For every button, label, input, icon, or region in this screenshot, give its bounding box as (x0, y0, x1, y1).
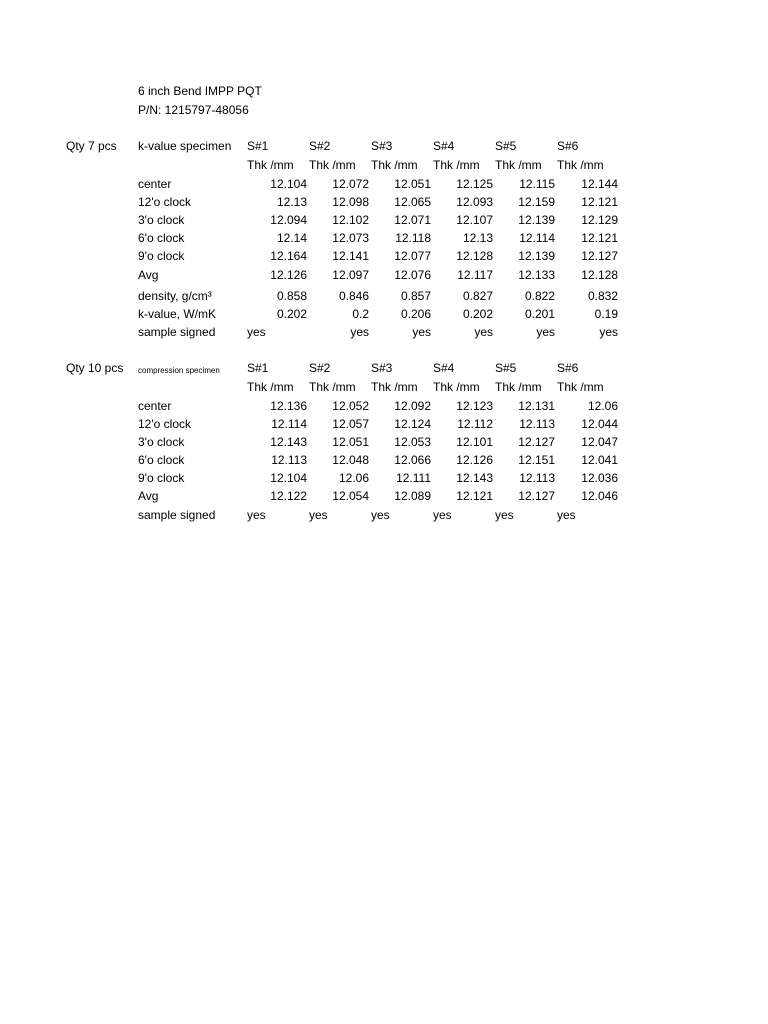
table-cell: 12.089 (394, 489, 431, 503)
row-label: 3'o clock (138, 435, 185, 449)
specimen-label: k-value specimen (138, 139, 232, 153)
table-cell: 12.114 (519, 231, 555, 245)
row-label: 6'o clock (138, 231, 185, 245)
table-cell: 0.827 (462, 289, 493, 303)
table-cell: 0.858 (276, 289, 307, 303)
qty-label: Qty 10 pcs (66, 361, 124, 375)
signed-cell: yes (599, 325, 618, 339)
table-cell: 12.129 (581, 213, 618, 227)
table-cell: 12.128 (456, 249, 493, 263)
table-cell: 12.121 (581, 231, 618, 245)
row-label: Avg (138, 268, 159, 282)
sample-signed-label: sample signed (138, 325, 216, 339)
table-cell: 12.101 (456, 435, 493, 449)
sample-header: S#6 (557, 361, 579, 375)
row-label: density, g/cm³ (138, 289, 212, 303)
row-label: k-value, W/mK (138, 307, 217, 321)
unit-header: Thk /mm (433, 158, 480, 172)
unit-header: Thk /mm (309, 380, 356, 394)
unit-header: Thk /mm (309, 158, 356, 172)
signed-cell: yes (350, 325, 369, 339)
table-cell: 12.125 (456, 177, 493, 191)
sample-header: S#1 (247, 139, 269, 153)
row-label: 3'o clock (138, 213, 185, 227)
table-cell: 12.065 (394, 195, 431, 209)
signed-cell: yes (433, 508, 452, 522)
table-cell: 12.054 (332, 489, 369, 503)
table-cell: 12.111 (396, 471, 431, 485)
table-cell: 12.076 (394, 268, 431, 282)
signed-cell: yes (536, 325, 555, 339)
table-cell: 12.124 (394, 417, 431, 431)
table-cell: 12.113 (519, 417, 555, 431)
table-cell: 12.073 (332, 231, 369, 245)
unit-header: Thk /mm (557, 380, 604, 394)
unit-header: Thk /mm (371, 380, 418, 394)
table-cell: 12.121 (456, 489, 493, 503)
table-cell: 0.857 (400, 289, 431, 303)
row-label: 9'o clock (138, 471, 185, 485)
table-cell: 12.052 (332, 399, 369, 413)
table-cell: 12.071 (394, 213, 431, 227)
sample-header: S#5 (495, 139, 517, 153)
table-cell: 12.046 (581, 489, 618, 503)
row-label: center (138, 177, 172, 191)
table-cell: 12.115 (519, 177, 555, 191)
unit-header: Thk /mm (371, 158, 418, 172)
table-cell: 12.13 (276, 195, 307, 209)
table-cell: 12.127 (518, 435, 555, 449)
row-label: 9'o clock (138, 249, 185, 263)
sample-header: S#6 (557, 139, 579, 153)
table-cell: 12.127 (518, 489, 555, 503)
qty-label: Qty 7 pcs (66, 139, 117, 153)
row-label: Avg (138, 489, 159, 503)
signed-cell: yes (495, 508, 514, 522)
table-cell: 0.201 (524, 307, 555, 321)
table-cell: 12.051 (394, 177, 431, 191)
document-title: 6 inch Bend IMPP PQT (138, 84, 262, 98)
table-cell: 12.143 (456, 471, 493, 485)
table-cell: 12.128 (581, 268, 618, 282)
table-cell: 12.051 (332, 435, 369, 449)
table-cell: 12.126 (456, 453, 493, 467)
row-label: 12'o clock (138, 195, 191, 209)
table-cell: 12.159 (518, 195, 555, 209)
row-label: 12'o clock (138, 417, 191, 431)
table-cell: 12.102 (332, 213, 369, 227)
unit-header: Thk /mm (495, 380, 542, 394)
table-cell: 12.127 (581, 249, 618, 263)
table-cell: 12.066 (394, 453, 431, 467)
sample-header: S#5 (495, 361, 517, 375)
unit-header: Thk /mm (557, 158, 604, 172)
table-cell: 12.14 (276, 231, 307, 245)
table-cell: 12.123 (456, 399, 493, 413)
table-cell: 12.122 (270, 489, 307, 503)
signed-cell: yes (309, 508, 328, 522)
table-cell: 0.822 (524, 289, 555, 303)
sample-header: S#4 (433, 361, 455, 375)
table-cell: 12.133 (518, 268, 555, 282)
table-cell: 12.094 (270, 213, 307, 227)
specimen-label: compression specimen (138, 366, 220, 375)
table-cell: 12.072 (332, 177, 369, 191)
unit-header: Thk /mm (433, 380, 480, 394)
sample-header: S#2 (309, 139, 331, 153)
sample-signed-label: sample signed (138, 508, 216, 522)
table-cell: 12.053 (394, 435, 431, 449)
signed-cell: yes (557, 508, 576, 522)
sample-header: S#3 (371, 361, 393, 375)
table-cell: 12.047 (581, 435, 618, 449)
table-cell: 12.141 (332, 249, 369, 263)
table-cell: 0.2 (352, 307, 369, 321)
signed-cell: yes (412, 325, 431, 339)
sample-header: S#2 (309, 361, 331, 375)
signed-cell: yes (247, 325, 266, 339)
table-cell: 12.104 (270, 177, 307, 191)
table-cell: 12.06 (587, 399, 618, 413)
table-cell: 12.098 (332, 195, 369, 209)
table-cell: 12.112 (457, 417, 493, 431)
table-cell: 12.06 (338, 471, 369, 485)
unit-header: Thk /mm (247, 158, 294, 172)
table-cell: 12.13 (462, 231, 493, 245)
table-cell: 12.057 (332, 417, 369, 431)
table-cell: 12.113 (519, 471, 555, 485)
table-cell: 12.117 (457, 268, 493, 282)
table-cell: 12.093 (456, 195, 493, 209)
table-cell: 12.144 (581, 177, 618, 191)
sample-header: S#4 (433, 139, 455, 153)
table-cell: 0.846 (338, 289, 369, 303)
row-label: center (138, 399, 172, 413)
table-cell: 12.126 (270, 268, 307, 282)
table-cell: 0.202 (276, 307, 307, 321)
table-cell: 12.041 (581, 453, 618, 467)
table-cell: 0.832 (587, 289, 618, 303)
table-cell: 0.206 (400, 307, 431, 321)
table-cell: 12.077 (394, 249, 431, 263)
sample-header: S#3 (371, 139, 393, 153)
table-cell: 12.139 (518, 249, 555, 263)
table-cell: 12.114 (271, 417, 307, 431)
table-cell: 12.048 (332, 453, 369, 467)
signed-cell: yes (371, 508, 390, 522)
table-cell: 12.131 (518, 399, 555, 413)
table-cell: 12.107 (456, 213, 493, 227)
sample-header: S#1 (247, 361, 269, 375)
table-cell: 12.092 (394, 399, 431, 413)
table-cell: 12.044 (581, 417, 618, 431)
table-cell: 12.097 (332, 268, 369, 282)
part-number: P/N: 1215797-48056 (138, 103, 249, 117)
table-cell: 12.164 (270, 249, 307, 263)
table-cell: 12.113 (271, 453, 307, 467)
table-cell: 12.151 (518, 453, 555, 467)
table-cell: 12.136 (270, 399, 307, 413)
table-cell: 12.104 (270, 471, 307, 485)
signed-cell: yes (247, 508, 266, 522)
unit-header: Thk /mm (247, 380, 294, 394)
signed-cell: yes (474, 325, 493, 339)
unit-header: Thk /mm (495, 158, 542, 172)
table-cell: 12.036 (581, 471, 618, 485)
table-cell: 0.19 (594, 307, 618, 321)
table-cell: 0.202 (462, 307, 493, 321)
table-cell: 12.139 (518, 213, 555, 227)
table-cell: 12.118 (395, 231, 431, 245)
row-label: 6'o clock (138, 453, 185, 467)
table-cell: 12.143 (270, 435, 307, 449)
table-cell: 12.121 (581, 195, 618, 209)
